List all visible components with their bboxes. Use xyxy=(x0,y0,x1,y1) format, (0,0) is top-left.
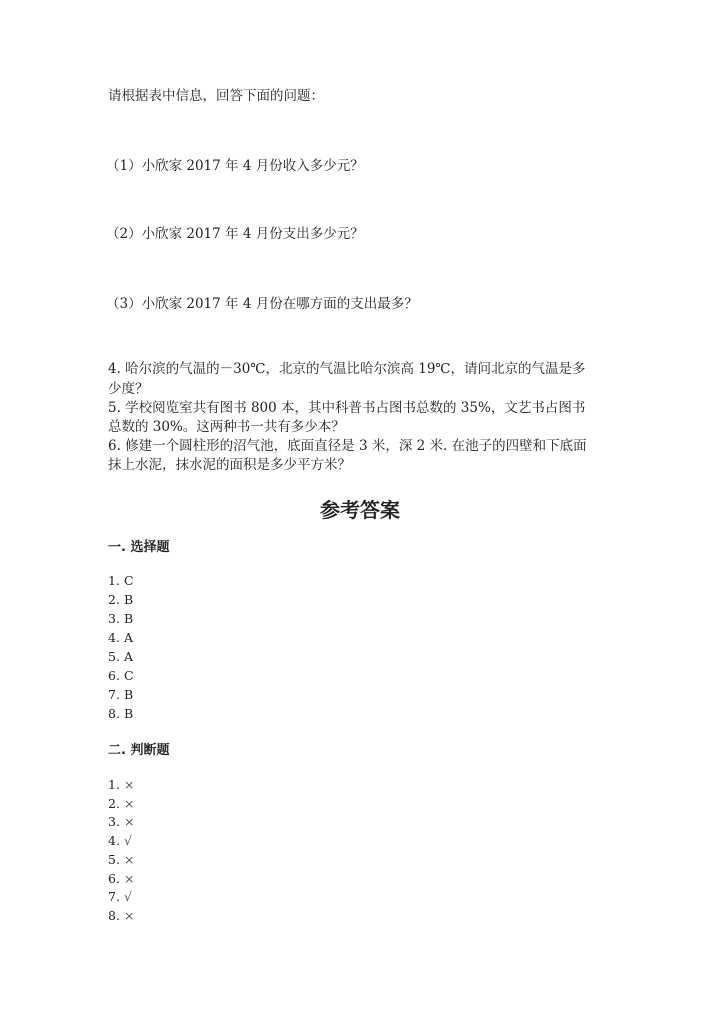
answer-item xyxy=(108,705,133,723)
sub-question-2: （2）小欣家 2017 年 4 月份支出多少元？ xyxy=(106,226,364,242)
answer-value: × xyxy=(123,870,135,886)
answer-value: C xyxy=(123,668,134,683)
answer-item xyxy=(108,572,134,590)
section-heading-judgement: 二. 判断题 xyxy=(108,743,170,758)
answer-title: 参考答案 xyxy=(320,498,400,522)
answer-item xyxy=(108,870,134,888)
answer-item xyxy=(108,795,134,813)
answer-value: × xyxy=(123,777,135,792)
sub-question-3: （3）小欣家 2017 年 4 月份在哪方面的支出最多？ xyxy=(106,296,418,312)
answer-value: A xyxy=(123,649,133,664)
answer-number: 6. xyxy=(108,668,120,683)
answer-value: √ xyxy=(123,833,132,849)
answer-number: 2. xyxy=(108,592,120,607)
answer-number: 3. xyxy=(108,814,120,830)
answer-value: × xyxy=(123,795,135,811)
answer-value: C xyxy=(123,573,134,588)
answer-number: 4. xyxy=(108,630,120,645)
sub-question-1: （1）小欣家 2017 年 4 月份收入多少元？ xyxy=(106,158,364,174)
intro-text: 请根据表中信息，回答下面的问题： xyxy=(108,88,324,104)
answer-item xyxy=(108,776,134,794)
question-6-line-2: 抹上水泥，抹水泥的面积是多少平方米？ xyxy=(108,457,351,473)
answer-item xyxy=(108,888,132,906)
answer-number: 1. xyxy=(108,573,120,588)
answer-item xyxy=(108,610,133,628)
answer-value: A xyxy=(123,630,133,645)
answer-number: 7. xyxy=(108,687,120,702)
answer-value: B xyxy=(123,592,134,607)
answer-value: √ xyxy=(123,889,132,905)
answer-number: 5. xyxy=(108,649,120,664)
answer-number: 8. xyxy=(108,706,120,721)
answer-item xyxy=(108,648,133,666)
answer-item xyxy=(108,629,133,647)
question-6-line-1: 6. 修建一个圆柱形的沼气池，底面直径是 3 米，深 2 米. 在池子的四壁和下底面 xyxy=(108,438,587,454)
answer-item xyxy=(108,667,134,685)
question-4-line-1: 4. 哈尔滨的气温的－30℃，北京的气温比哈尔滨高 19℃，请问北京的气温是多 xyxy=(108,361,586,377)
section-heading-choice: 一. 选择题 xyxy=(108,540,170,555)
answer-item xyxy=(108,813,134,831)
answer-number: 7. xyxy=(108,889,120,905)
answer-value: B xyxy=(123,611,134,626)
answer-item xyxy=(108,591,133,609)
answer-value: × xyxy=(123,907,135,923)
answer-number: 1. xyxy=(108,777,120,792)
answer-number: 5. xyxy=(108,851,120,867)
answer-number: 4. xyxy=(108,833,120,849)
answer-item xyxy=(108,832,132,850)
answer-item xyxy=(108,907,134,925)
answer-number: 3. xyxy=(108,611,120,626)
answer-item xyxy=(108,851,134,869)
question-5-line-1: 5. 学校阅览室共有图书 800 本，其中科普书占图书总数的 35%，文艺书占图书 xyxy=(108,400,586,416)
question-5-line-2: 总数的 30%。这两种书一共有多少本？ xyxy=(108,419,345,435)
answer-value: × xyxy=(123,851,135,867)
question-4-line-2: 少度？ xyxy=(108,381,149,397)
answer-number: 2. xyxy=(108,795,120,811)
answer-item xyxy=(108,686,133,704)
answer-number: 8. xyxy=(108,907,120,923)
answer-value: B xyxy=(123,687,134,702)
answer-number: 6. xyxy=(108,870,120,886)
answer-value: × xyxy=(123,814,135,830)
answer-value: B xyxy=(123,706,134,721)
